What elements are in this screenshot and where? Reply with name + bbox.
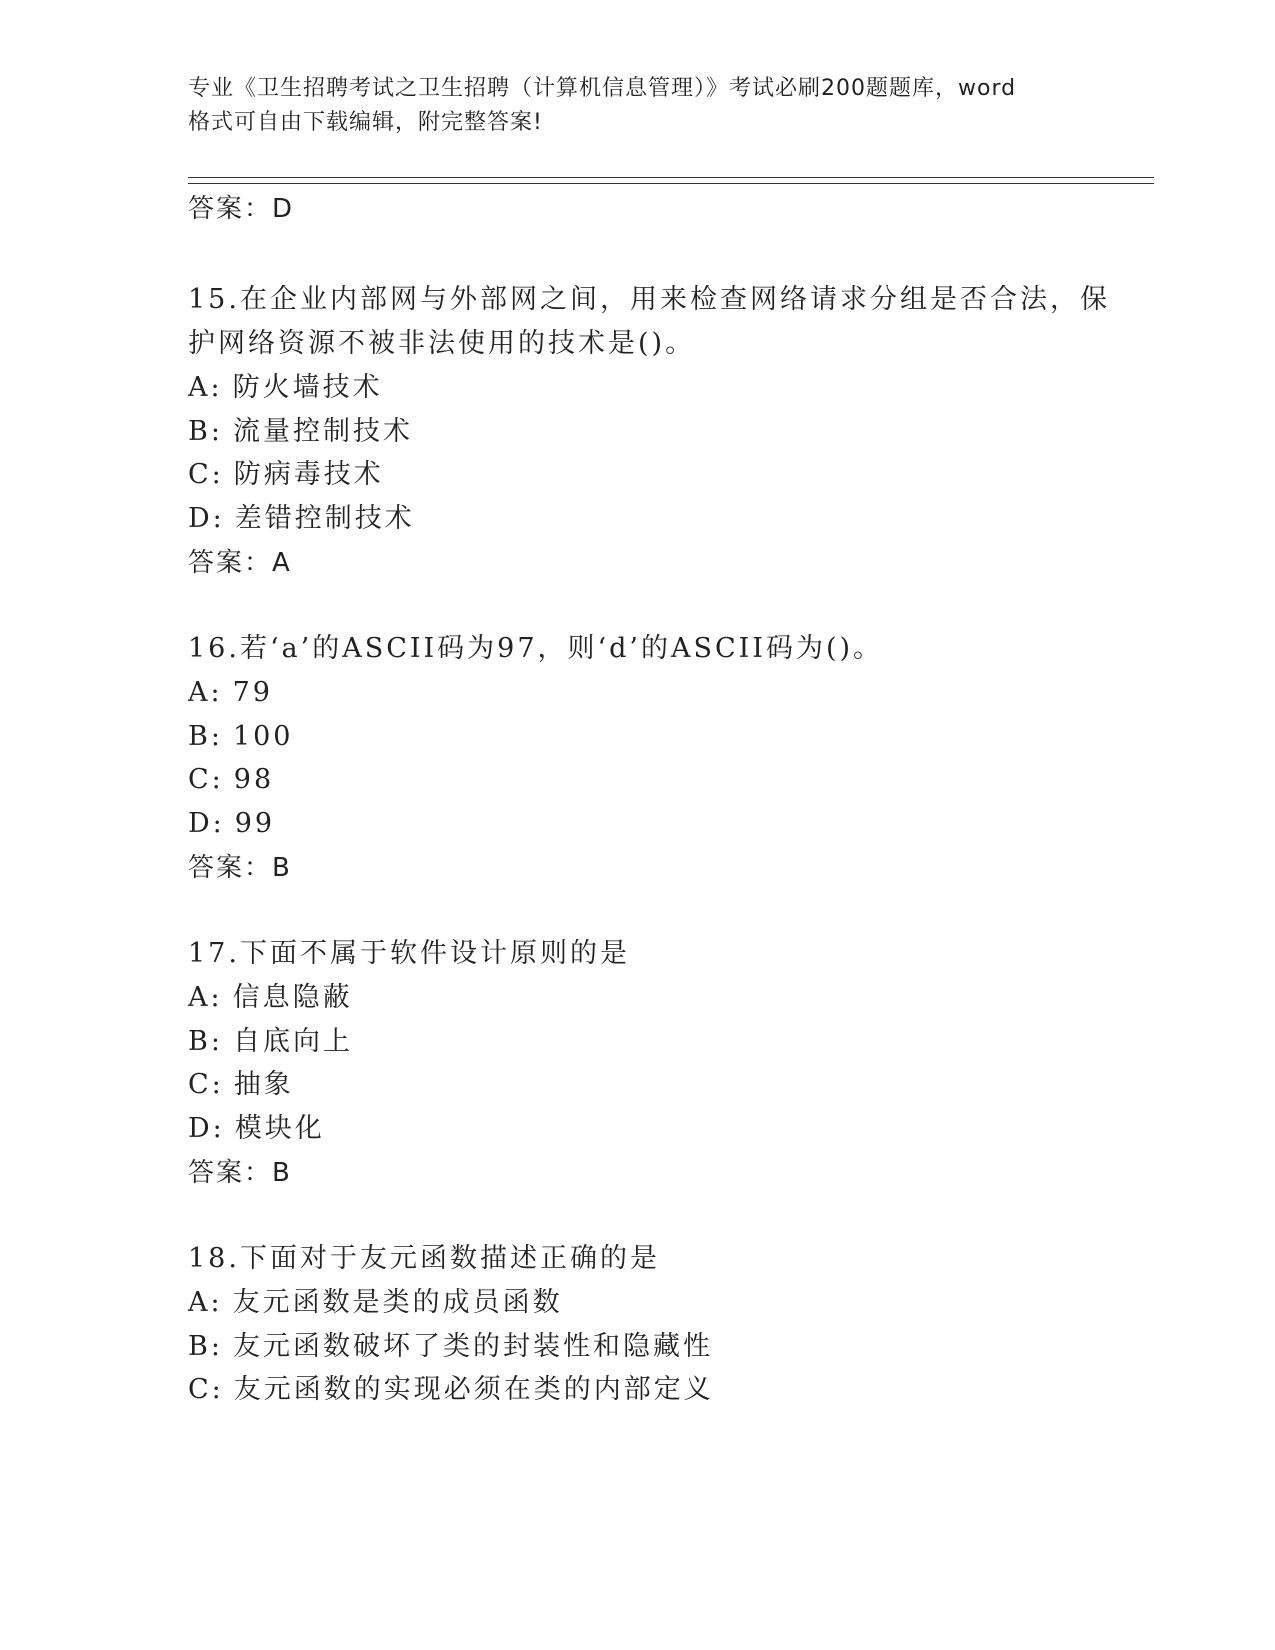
option-text: 100 — [232, 721, 294, 752]
header-line-1: 专业《卫生招聘考试之卫生招聘（计算机信息管理）》考试必刷200题题库，word — [188, 76, 1017, 101]
document-header — [188, 72, 1088, 140]
option-letter: C: — [188, 1374, 224, 1405]
option-text: 流量控制技术 — [232, 416, 413, 447]
option-text: 友元函数是类的成员函数 — [232, 1287, 563, 1318]
option-text: 防火墙技术 — [232, 372, 383, 403]
option-letter: B: — [188, 416, 223, 447]
question-17-option-b — [188, 1025, 353, 1059]
question-17-option-d — [188, 1112, 325, 1146]
question-16-answer: 答案：B — [188, 853, 292, 883]
question-16-option-a — [188, 676, 273, 710]
option-text: 抽象 — [233, 1069, 294, 1100]
question-15-stem-line-1: 15.在企业内部网与外部网之间，用来检查网络请求分组是否合法，保 — [188, 284, 1110, 315]
option-text: 友元函数的实现必须在类的内部定义 — [233, 1374, 714, 1405]
option-letter: C: — [188, 459, 224, 490]
question-15-option-b — [188, 415, 413, 449]
option-letter: D: — [188, 1113, 225, 1144]
option-letter: A: — [188, 1287, 223, 1318]
option-letter: C: — [188, 764, 224, 795]
option-text: 模块化 — [234, 1113, 325, 1144]
question-15-stem-line-2: 护网络资源不被非法使用的技术是()。 — [188, 328, 696, 359]
question-15-option-d — [188, 502, 415, 536]
question-15-option-a — [188, 371, 383, 405]
header-divider-bottom — [188, 183, 1154, 184]
option-letter: B: — [188, 1026, 223, 1057]
option-letter: B: — [188, 721, 223, 752]
question-16-option-c — [188, 763, 274, 797]
option-letter: B: — [188, 1331, 223, 1362]
option-letter: D: — [188, 503, 225, 534]
question-16-option-b — [188, 720, 294, 754]
option-text: 自底向上 — [232, 1026, 353, 1057]
option-text: 差错控制技术 — [234, 503, 415, 534]
question-16-option-d — [188, 807, 275, 841]
option-text: 99 — [234, 808, 276, 839]
header-line-2: 格式可自由下载编辑，附完整答案! — [188, 110, 543, 135]
question-15-option-c — [188, 458, 384, 492]
question-18-option-a — [188, 1286, 563, 1320]
header-divider-top — [188, 177, 1154, 178]
option-text: 79 — [232, 677, 273, 708]
option-letter: D: — [188, 808, 225, 839]
question-18-option-c — [188, 1373, 714, 1407]
option-text: 友元函数破坏了类的封装性和隐藏性 — [232, 1331, 713, 1362]
option-text: 98 — [233, 764, 275, 795]
question-17-answer: 答案：B — [188, 1158, 292, 1188]
question-17-option-a — [188, 981, 353, 1015]
question-18-stem: 18.下面对于友元函数描述正确的是 — [188, 1243, 660, 1274]
question-18-option-b — [188, 1330, 713, 1364]
option-text: 防病毒技术 — [233, 459, 384, 490]
question-16-stem: 16.若‘a’的ASCII码为97，则‘d’的ASCII码为()。 — [188, 633, 884, 664]
option-letter: A: — [188, 982, 223, 1013]
option-letter: A: — [188, 677, 223, 708]
option-letter: C: — [188, 1069, 224, 1100]
question-17-stem: 17.下面不属于软件设计原则的是 — [188, 938, 630, 969]
previous-answer: 答案：D — [188, 194, 295, 224]
question-15-answer: 答案：A — [188, 548, 292, 578]
option-text: 信息隐蔽 — [232, 982, 353, 1013]
option-letter: A: — [188, 372, 223, 403]
question-17-option-c — [188, 1068, 294, 1102]
